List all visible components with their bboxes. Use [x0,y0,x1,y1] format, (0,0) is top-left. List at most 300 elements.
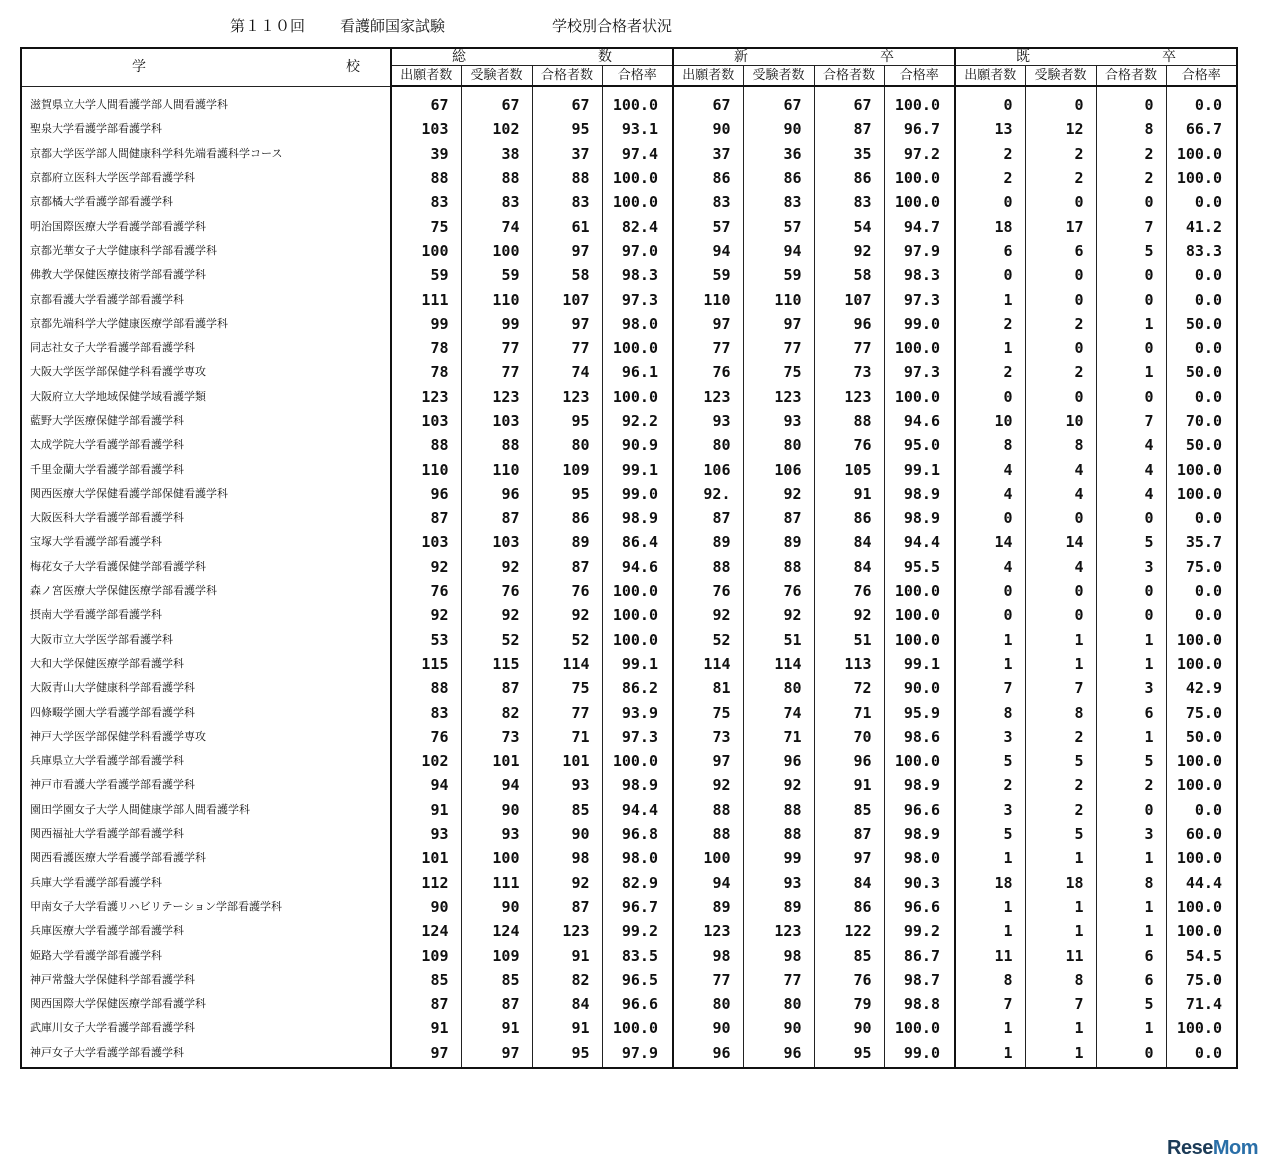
pass-rate-cell: 100.0 [1166,628,1237,652]
applicants-cell: 92 [673,603,743,627]
examinees-cell: 0 [1025,263,1096,287]
passers-cell: 54 [814,214,884,238]
examinees-cell: 75 [743,360,814,384]
passers-cell: 0 [1096,603,1166,627]
table-row [21,409,1237,433]
pass-rate-cell: 75.0 [1166,968,1237,992]
examinees-cell: 77 [461,336,532,360]
examinees-cell: 6 [1025,239,1096,263]
school-name-cell: 大阪市立大学医学部看護学科 [21,628,391,652]
passers-cell: 72 [814,676,884,700]
pass-rate-cell: 96.6 [602,992,673,1016]
passers-cell: 122 [814,919,884,943]
applicants-cell: 88 [673,822,743,846]
passers-cell: 77 [532,336,602,360]
passers-cell: 6 [1096,943,1166,967]
examinees-cell: 93 [743,409,814,433]
school-name-cell: 京都看護大学看護学部看護学科 [21,287,391,311]
pass-rate-cell: 99.0 [884,1041,955,1068]
examinees-cell: 123 [461,385,532,409]
pass-rate-cell: 50.0 [1166,725,1237,749]
school-name-cell: 摂南大学看護学部看護学科 [21,603,391,627]
pass-rate-cell: 100.0 [602,628,673,652]
passers-cell: 58 [532,263,602,287]
examinees-cell: 2 [1025,312,1096,336]
applicants-cell: 8 [955,433,1025,457]
examinees-cell: 109 [461,943,532,967]
passers-cell: 7 [1096,214,1166,238]
applicants-cell: 102 [391,749,461,773]
examinees-cell: 88 [743,822,814,846]
examinees-cell: 2 [1025,142,1096,166]
passers-cell: 1 [1096,652,1166,676]
pass-rate-cell: 98.9 [602,506,673,530]
applicants-cell: 83 [391,700,461,724]
applicants-cell: 59 [391,263,461,287]
applicants-cell: 1 [955,652,1025,676]
passers-cell: 0 [1096,287,1166,311]
examinees-cell: 83 [743,190,814,214]
examinees-cell: 92 [461,555,532,579]
pass-rate-cell: 41.2 [1166,214,1237,238]
pass-rate-cell: 100.0 [1166,457,1237,481]
examinees-cell: 110 [461,287,532,311]
passers-cell: 109 [532,457,602,481]
pass-rate-cell: 50.0 [1166,433,1237,457]
passers-cell: 84 [532,992,602,1016]
examinees-cell: 2 [1025,166,1096,190]
pass-rate-cell: 100.0 [1166,142,1237,166]
examinees-cell: 57 [743,214,814,238]
applicants-cell: 103 [391,530,461,554]
school-name-cell: 四條畷学園大学看護学部看護学科 [21,700,391,724]
school-name-cell: 兵庫医療大学看護学部看護学科 [21,919,391,943]
applicants-cell: 111 [391,287,461,311]
applicants-cell: 110 [673,287,743,311]
pass-rate-cell: 100.0 [602,603,673,627]
school-name-cell: 大阪青山大学健康科学部看護学科 [21,676,391,700]
school-name-cell: 神戸女子大学看護学部看護学科 [21,1041,391,1068]
pass-rate-cell: 98.9 [884,822,955,846]
applicants-cell: 37 [673,142,743,166]
applicants-cell: 76 [673,360,743,384]
passers-cell: 90 [814,1016,884,1040]
applicants-cell: 67 [673,86,743,117]
passers-cell: 87 [814,822,884,846]
subheader-cell: 受験者数 [743,66,814,87]
examinees-cell: 80 [743,992,814,1016]
subheader-cell: 出願者数 [955,66,1025,87]
passers-cell: 84 [814,871,884,895]
examinees-cell: 83 [461,190,532,214]
examinees-cell: 59 [461,263,532,287]
passers-cell: 67 [532,86,602,117]
school-name-cell: 関西福祉大学看護学部看護学科 [21,822,391,846]
pass-rate-cell: 98.9 [602,773,673,797]
pass-rate-cell: 99.1 [602,652,673,676]
subheader-cell: 合格率 [602,66,673,87]
examinees-cell: 77 [743,336,814,360]
pass-rate-cell: 98.3 [884,263,955,287]
pass-rate-cell: 0.0 [1166,190,1237,214]
applicants-cell: 2 [955,166,1025,190]
passers-cell: 95 [532,409,602,433]
passers-cell: 86 [814,166,884,190]
examinees-cell: 14 [1025,530,1096,554]
passers-cell: 79 [814,992,884,1016]
exam-title: 看護師国家試験 [340,17,446,35]
examinees-cell: 5 [1025,822,1096,846]
passers-cell: 0 [1096,798,1166,822]
pass-rate-cell: 83.5 [602,943,673,967]
pass-rate-cell: 0.0 [1166,385,1237,409]
applicants-cell: 77 [673,968,743,992]
examinees-cell: 71 [743,725,814,749]
examinees-cell: 74 [743,700,814,724]
passers-cell: 75 [532,676,602,700]
passers-cell: 76 [814,579,884,603]
passers-cell: 5 [1096,749,1166,773]
pass-rate-cell: 82.9 [602,871,673,895]
applicants-cell: 93 [673,409,743,433]
pass-rate-cell: 100.0 [1166,895,1237,919]
pass-rate-cell: 97.9 [602,1041,673,1068]
school-name-cell: 同志社女子大学看護学部看護学科 [21,336,391,360]
examinees-cell: 97 [743,312,814,336]
pass-rate-cell: 96.7 [602,895,673,919]
school-name-cell: 京都光華女子大学健康科学部看護学科 [21,239,391,263]
passers-cell: 92 [814,239,884,263]
examinees-cell: 90 [743,117,814,141]
examinees-cell: 8 [1025,968,1096,992]
examinees-cell: 80 [743,433,814,457]
pass-rate-cell: 99.1 [602,457,673,481]
pass-rate-cell: 82.4 [602,214,673,238]
applicants-cell: 59 [673,263,743,287]
pass-rate-cell: 94.6 [602,555,673,579]
applicants-cell: 83 [673,190,743,214]
pass-rate-cell: 98.9 [884,506,955,530]
examinees-cell: 1 [1025,846,1096,870]
applicants-cell: 87 [391,992,461,1016]
examinees-cell: 76 [743,579,814,603]
applicants-cell: 8 [955,968,1025,992]
school-name-cell: 京都先端科学大学健康医療学部看護学科 [21,312,391,336]
applicants-cell: 11 [955,943,1025,967]
pass-rate-cell: 100.0 [602,749,673,773]
examinees-cell: 73 [461,725,532,749]
pass-rate-cell: 94.4 [602,798,673,822]
table-row [21,482,1237,506]
examinees-cell: 123 [743,385,814,409]
passers-cell: 1 [1096,919,1166,943]
examinees-cell: 4 [1025,555,1096,579]
passers-cell: 1 [1096,895,1166,919]
school-name-cell: 園田学園女子大学人間健康学部人間看護学科 [21,798,391,822]
subheader-cell: 合格率 [1166,66,1237,87]
examinees-cell: 86 [743,166,814,190]
examinees-cell: 92 [743,603,814,627]
pass-rate-cell: 94.7 [884,214,955,238]
pass-rate-cell: 97.3 [884,287,955,311]
examinees-cell: 99 [461,312,532,336]
pass-rate-cell: 99.0 [602,482,673,506]
passers-cell: 71 [532,725,602,749]
applicants-cell: 10 [955,409,1025,433]
examinees-cell: 94 [461,773,532,797]
subheader-cell: 合格率 [884,66,955,87]
passers-cell: 8 [1096,117,1166,141]
passers-cell: 1 [1096,628,1166,652]
examinees-cell: 51 [743,628,814,652]
passers-cell: 3 [1096,822,1166,846]
table-row [21,336,1237,360]
pass-rate-cell: 100.0 [602,579,673,603]
applicants-cell: 100 [391,239,461,263]
applicants-cell: 1 [955,919,1025,943]
examinees-cell: 111 [461,871,532,895]
applicants-cell: 53 [391,628,461,652]
pass-rate-cell: 90.0 [884,676,955,700]
applicants-cell: 1 [955,1016,1025,1040]
passers-cell: 93 [532,773,602,797]
pass-rate-cell: 94.4 [884,530,955,554]
passers-cell: 92 [814,603,884,627]
school-name-cell: 佛教大学保健医療技術学部看護学科 [21,263,391,287]
examinees-cell: 0 [1025,287,1096,311]
applicants-cell: 115 [391,652,461,676]
pass-rate-cell: 93.9 [602,700,673,724]
passers-cell: 113 [814,652,884,676]
table-row [21,1016,1237,1040]
passers-cell: 51 [814,628,884,652]
applicants-cell: 1 [955,846,1025,870]
pass-rate-cell: 96.6 [884,895,955,919]
school-name-cell: 関西医療大学保健看護学部保健看護学科 [21,482,391,506]
applicants-cell: 2 [955,142,1025,166]
applicants-cell: 101 [391,846,461,870]
passers-cell: 52 [532,628,602,652]
applicants-cell: 92 [391,603,461,627]
examinees-cell: 92 [461,603,532,627]
examinees-cell: 99 [743,846,814,870]
pass-rate-cell: 100.0 [1166,773,1237,797]
pass-rate-cell: 100.0 [884,1016,955,1040]
examinees-cell: 59 [743,263,814,287]
examinees-cell: 80 [743,676,814,700]
pass-rate-cell: 97.0 [602,239,673,263]
examinees-cell: 7 [1025,992,1096,1016]
examinees-cell: 114 [743,652,814,676]
applicants-cell: 18 [955,871,1025,895]
group-header-row [21,48,1237,66]
table-row [21,86,1237,117]
applicants-cell: 2 [955,312,1025,336]
applicants-cell: 1 [955,336,1025,360]
subheader-cell: 受験者数 [461,66,532,87]
applicants-cell: 123 [673,385,743,409]
table-row [21,846,1237,870]
applicants-cell: 89 [673,530,743,554]
school-name-cell: 京都大学医学部人間健康科学科先端看護科学コース [21,142,391,166]
group-header-new-graduates: 新 卒 [673,48,955,66]
applicants-cell: 0 [955,263,1025,287]
applicants-cell: 92 [673,773,743,797]
passers-cell: 61 [532,214,602,238]
passers-cell: 83 [532,190,602,214]
pass-rate-cell: 99.0 [884,312,955,336]
table-row [21,943,1237,967]
passers-cell: 88 [814,409,884,433]
school-name-cell: 大和大学保健医療学部看護学科 [21,652,391,676]
pass-rate-cell: 99.1 [884,652,955,676]
applicants-cell: 92 [391,555,461,579]
applicants-cell: 80 [673,992,743,1016]
applicants-cell: 97 [673,749,743,773]
pass-rate-cell: 0.0 [1166,1041,1237,1068]
pass-rate-cell: 98.6 [884,725,955,749]
subheader-cell: 受験者数 [1025,66,1096,87]
school-name-cell: 甲南女子大学看護リハビリテーション学部看護学科 [21,895,391,919]
examinees-cell: 103 [461,409,532,433]
pass-rate-cell: 96.8 [602,822,673,846]
passers-cell: 101 [532,749,602,773]
applicants-cell: 87 [673,506,743,530]
table-row [21,725,1237,749]
applicants-cell: 76 [673,579,743,603]
report-subtitle: 学校別合格者状況 [552,17,673,35]
school-name-cell: 兵庫県立大学看護学部看護学科 [21,749,391,773]
applicants-cell: 13 [955,117,1025,141]
pass-rate-cell: 97.3 [602,287,673,311]
school-name-cell: 関西国際大学保健医療学部看護学科 [21,992,391,1016]
applicants-cell: 114 [673,652,743,676]
examinees-cell: 17 [1025,214,1096,238]
passers-cell: 90 [532,822,602,846]
pass-rate-cell: 100.0 [602,166,673,190]
pass-rate-cell: 90.3 [884,871,955,895]
applicants-cell: 76 [391,579,461,603]
examinees-cell: 77 [461,360,532,384]
passers-cell: 97 [814,846,884,870]
table-row [21,117,1237,141]
school-column-header: 学 校 [21,48,391,86]
table-row [21,749,1237,773]
applicants-cell: 98 [673,943,743,967]
examinees-cell: 2 [1025,725,1096,749]
applicants-cell: 87 [391,506,461,530]
examinees-cell: 91 [461,1016,532,1040]
applicants-cell: 100 [673,846,743,870]
results-table-container [20,47,1238,1069]
pass-rate-cell: 97.3 [602,725,673,749]
pass-rate-cell: 98.0 [602,312,673,336]
passers-cell: 71 [814,700,884,724]
examinees-cell: 96 [461,482,532,506]
applicants-cell: 39 [391,142,461,166]
passers-cell: 87 [532,895,602,919]
applicants-cell: 3 [955,798,1025,822]
examinees-cell: 87 [743,506,814,530]
passers-cell: 77 [532,700,602,724]
passers-cell: 0 [1096,190,1166,214]
pass-rate-cell: 95.9 [884,700,955,724]
applicants-cell: 0 [955,86,1025,117]
examinees-cell: 0 [1025,506,1096,530]
examinees-cell: 110 [743,287,814,311]
school-name-cell: 姫路大学看護学部看護学科 [21,943,391,967]
table-row [21,652,1237,676]
pass-rate-cell: 86.7 [884,943,955,967]
results-table [20,47,1238,1069]
passers-cell: 96 [814,312,884,336]
school-name-cell: 滋賀県立大学人間看護学部人間看護学科 [21,86,391,117]
table-row [21,579,1237,603]
table-row [21,992,1237,1016]
applicants-cell: 78 [391,360,461,384]
passers-cell: 3 [1096,676,1166,700]
passers-cell: 2 [1096,142,1166,166]
examinees-cell: 103 [461,530,532,554]
table-row [21,871,1237,895]
passers-cell: 86 [814,506,884,530]
school-name-cell: 大阪大学医学部保健学科看護学専攻 [21,360,391,384]
examinees-cell: 1 [1025,895,1096,919]
applicants-cell: 96 [391,482,461,506]
table-row [21,190,1237,214]
passers-cell: 35 [814,142,884,166]
examinees-cell: 124 [461,919,532,943]
applicants-cell: 1 [955,1041,1025,1068]
applicants-cell: 88 [673,555,743,579]
school-name-cell: 神戸市看護大学看護学部看護学科 [21,773,391,797]
examinees-cell: 74 [461,214,532,238]
passers-cell: 7 [1096,409,1166,433]
examinees-cell: 10 [1025,409,1096,433]
passers-cell: 2 [1096,166,1166,190]
examinees-cell: 11 [1025,943,1096,967]
pass-rate-cell: 100.0 [884,190,955,214]
examinees-cell: 89 [743,530,814,554]
passers-cell: 1 [1096,1016,1166,1040]
pass-rate-cell: 100.0 [884,86,955,117]
table-row [21,676,1237,700]
pass-rate-cell: 95.0 [884,433,955,457]
passers-cell: 86 [814,895,884,919]
passers-cell: 123 [814,385,884,409]
applicants-cell: 124 [391,919,461,943]
examinees-cell: 106 [743,457,814,481]
applicants-cell: 94 [391,773,461,797]
examinees-cell: 38 [461,142,532,166]
passers-cell: 107 [532,287,602,311]
applicants-cell: 103 [391,409,461,433]
examinees-cell: 98 [743,943,814,967]
applicants-cell: 106 [673,457,743,481]
passers-cell: 0 [1096,336,1166,360]
table-row [21,603,1237,627]
pass-rate-cell: 100.0 [602,336,673,360]
school-name-cell: 大阪府立大学地域保健学域看護学類 [21,385,391,409]
pass-rate-cell: 100.0 [602,1016,673,1040]
passers-cell: 1 [1096,846,1166,870]
applicants-cell: 5 [955,749,1025,773]
school-name-cell: 大阪医科大学看護学部看護学科 [21,506,391,530]
applicants-cell: 0 [955,385,1025,409]
pass-rate-cell: 100.0 [1166,846,1237,870]
applicants-cell: 109 [391,943,461,967]
pass-rate-cell: 98.0 [884,846,955,870]
